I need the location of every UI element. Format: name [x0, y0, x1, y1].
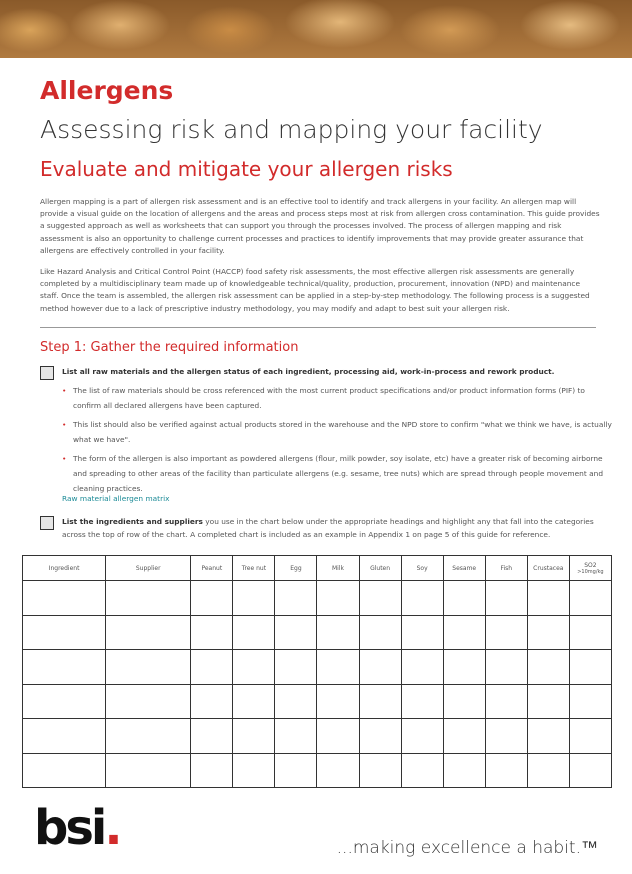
table-cell[interactable]	[359, 719, 401, 754]
table-cell[interactable]	[359, 615, 401, 650]
table-cell[interactable]	[569, 650, 611, 685]
table-cell[interactable]	[233, 719, 275, 754]
column-header: Fish	[485, 556, 527, 581]
column-header: Soy	[401, 556, 443, 581]
table-cell[interactable]	[527, 684, 569, 719]
table-cell[interactable]	[191, 753, 233, 788]
bullet-item: • The list of raw materials should be cross referenced with the most current product specifications and/or product information forms (PIF) to confirm all declared allergens have been captured.	[62, 383, 612, 413]
column-header: Peanut	[191, 556, 233, 581]
table-cell[interactable]	[233, 615, 275, 650]
task2-checkbox[interactable]	[40, 516, 54, 530]
table-cell[interactable]	[527, 753, 569, 788]
table-cell[interactable]	[359, 753, 401, 788]
table-cell[interactable]	[317, 684, 359, 719]
table-cell[interactable]	[569, 684, 611, 719]
table-cell[interactable]	[527, 615, 569, 650]
table-cell[interactable]	[527, 650, 569, 685]
page-subtitle: Assessing risk and mapping your facility	[40, 115, 543, 144]
table-cell[interactable]	[191, 719, 233, 754]
bullet-item: • The form of the allergen is also important as powdered allergens (flour, milk powder, soy isolate, etc) have a greater risk of becoming airborne and spreading to other areas of the facility than particulate allergens (e.g. sesame, tree nuts) which are spread through people movement and cleaning practices.	[62, 451, 612, 496]
table-cell[interactable]	[106, 581, 191, 616]
table-cell[interactable]	[233, 581, 275, 616]
table-cell[interactable]	[443, 753, 485, 788]
table-cell[interactable]	[569, 581, 611, 616]
table-cell[interactable]	[275, 581, 317, 616]
table-cell[interactable]	[23, 719, 106, 754]
table-cell[interactable]	[443, 650, 485, 685]
table-cell[interactable]	[106, 615, 191, 650]
table-cell[interactable]	[401, 615, 443, 650]
bullet-item: • This list should also be verified against actual products stored in the warehouse and the NPD store to confirm "what we think we have, is actually what we have".	[62, 417, 612, 447]
table-cell[interactable]	[23, 650, 106, 685]
table-cell[interactable]	[191, 581, 233, 616]
page-title: Allergens	[40, 76, 174, 105]
table-cell[interactable]	[569, 753, 611, 788]
table-cell[interactable]	[527, 581, 569, 616]
table-cell[interactable]	[359, 581, 401, 616]
column-header: Crustacea	[527, 556, 569, 581]
table-cell[interactable]	[485, 615, 527, 650]
table-cell[interactable]	[191, 684, 233, 719]
table-cell[interactable]	[317, 753, 359, 788]
table-cell[interactable]	[23, 684, 106, 719]
table-cell[interactable]	[443, 719, 485, 754]
table-cell[interactable]	[275, 719, 317, 754]
task1-text: List all raw materials and the allergen status of each ingredient, processing aid, work-in-process and rework product.	[62, 367, 555, 376]
raw-material-matrix-link[interactable]: Raw material allergen matrix	[62, 494, 170, 503]
table-cell[interactable]	[317, 581, 359, 616]
table-cell[interactable]	[317, 719, 359, 754]
table-row	[23, 719, 612, 754]
column-header: Gluten	[359, 556, 401, 581]
table-cell[interactable]	[485, 684, 527, 719]
table-cell[interactable]	[106, 753, 191, 788]
table-row	[23, 615, 612, 650]
table-cell[interactable]	[191, 615, 233, 650]
column-header: Tree nut	[233, 556, 275, 581]
table-cell[interactable]	[191, 650, 233, 685]
table-cell[interactable]	[233, 650, 275, 685]
table-cell[interactable]	[401, 650, 443, 685]
column-header: SO2 >10mg/kg	[569, 556, 611, 581]
table-cell[interactable]	[443, 615, 485, 650]
table-cell[interactable]	[275, 753, 317, 788]
intro-paragraph-1: Allergen mapping is a part of allergen risk assessment and is an effective tool to identify and track allergens in your facility. An allergen map will provide a visual guide on the location of allergens and the areas and process steps most at risk from allergen cross contamination. This guide provides a suggested approach as well as worksheets that can support you through the processes involved. The process of allergen mapping and risk assessment is also an opportunity to challenge current processes and practices to identify improvements that may provide greater assurance that allergens are effectively controlled in your facility.	[40, 197, 600, 255]
table-row	[23, 650, 612, 685]
table-cell[interactable]	[485, 719, 527, 754]
column-header: Supplier	[106, 556, 191, 581]
task1-bullets	[62, 383, 612, 500]
table-cell[interactable]	[233, 684, 275, 719]
table-row	[23, 684, 612, 719]
table-cell[interactable]	[527, 719, 569, 754]
table-cell[interactable]	[23, 753, 106, 788]
table-cell[interactable]	[401, 719, 443, 754]
task2-text: List the ingredients and suppliers you use in the chart below under the appropriate headings and highlight any that fall into the categories across the top of row of the chart. A completed chart is included as an example in Appendix 1 on page 5 of this guide for reference.	[62, 517, 594, 539]
table-cell[interactable]	[443, 684, 485, 719]
column-header: Egg	[275, 556, 317, 581]
table-cell[interactable]	[401, 684, 443, 719]
table-cell[interactable]	[485, 581, 527, 616]
table-cell[interactable]	[23, 581, 106, 616]
table-cell[interactable]	[401, 753, 443, 788]
table-cell[interactable]	[106, 719, 191, 754]
table-cell[interactable]	[23, 615, 106, 650]
table-cell[interactable]	[359, 684, 401, 719]
intro-paragraph-2: Like Hazard Analysis and Critical Control Point (HACCP) food safety risk assessments, the most effective allergen risk assessments are generally completed by a multidisciplinary team made up of knowledgeable technical/quality, production, procurement, innovation (NPD) and maintenance staff. Once the team is assembled, the allergen risk assessment can be applied in a step-by-step methodology. The following process is a suggested method however due to a lack of prescriptive industry methodology, you may modify and adapt to best suit your allergen risk.	[40, 267, 590, 313]
table-cell[interactable]	[317, 615, 359, 650]
allergen-matrix-table	[22, 555, 612, 788]
table-cell[interactable]	[275, 650, 317, 685]
step1-heading: Step 1: Gather the required information	[40, 340, 299, 355]
peanuts-banner-image	[0, 0, 632, 58]
table-cell[interactable]	[233, 753, 275, 788]
bsi-logo: bsi.	[34, 800, 120, 856]
table-cell[interactable]	[485, 650, 527, 685]
column-header: Ingredient	[23, 556, 106, 581]
table-cell[interactable]	[106, 684, 191, 719]
footer-slogan: ...making excellence a habit.™	[336, 838, 598, 858]
table-cell[interactable]	[569, 719, 611, 754]
task1-checkbox[interactable]	[40, 366, 54, 380]
table-cell[interactable]	[106, 650, 191, 685]
table-cell[interactable]	[443, 581, 485, 616]
table-cell[interactable]	[569, 615, 611, 650]
table-cell[interactable]	[359, 650, 401, 685]
table-cell[interactable]	[275, 615, 317, 650]
page-tagline: Evaluate and mitigate your allergen risks	[40, 157, 453, 181]
column-header: Sesame	[443, 556, 485, 581]
table-cell[interactable]	[275, 684, 317, 719]
table-cell[interactable]	[317, 650, 359, 685]
divider	[40, 327, 596, 328]
table-cell[interactable]	[401, 581, 443, 616]
column-header: Milk	[317, 556, 359, 581]
table-row	[23, 753, 612, 788]
table-cell[interactable]	[485, 753, 527, 788]
table-row	[23, 581, 612, 616]
